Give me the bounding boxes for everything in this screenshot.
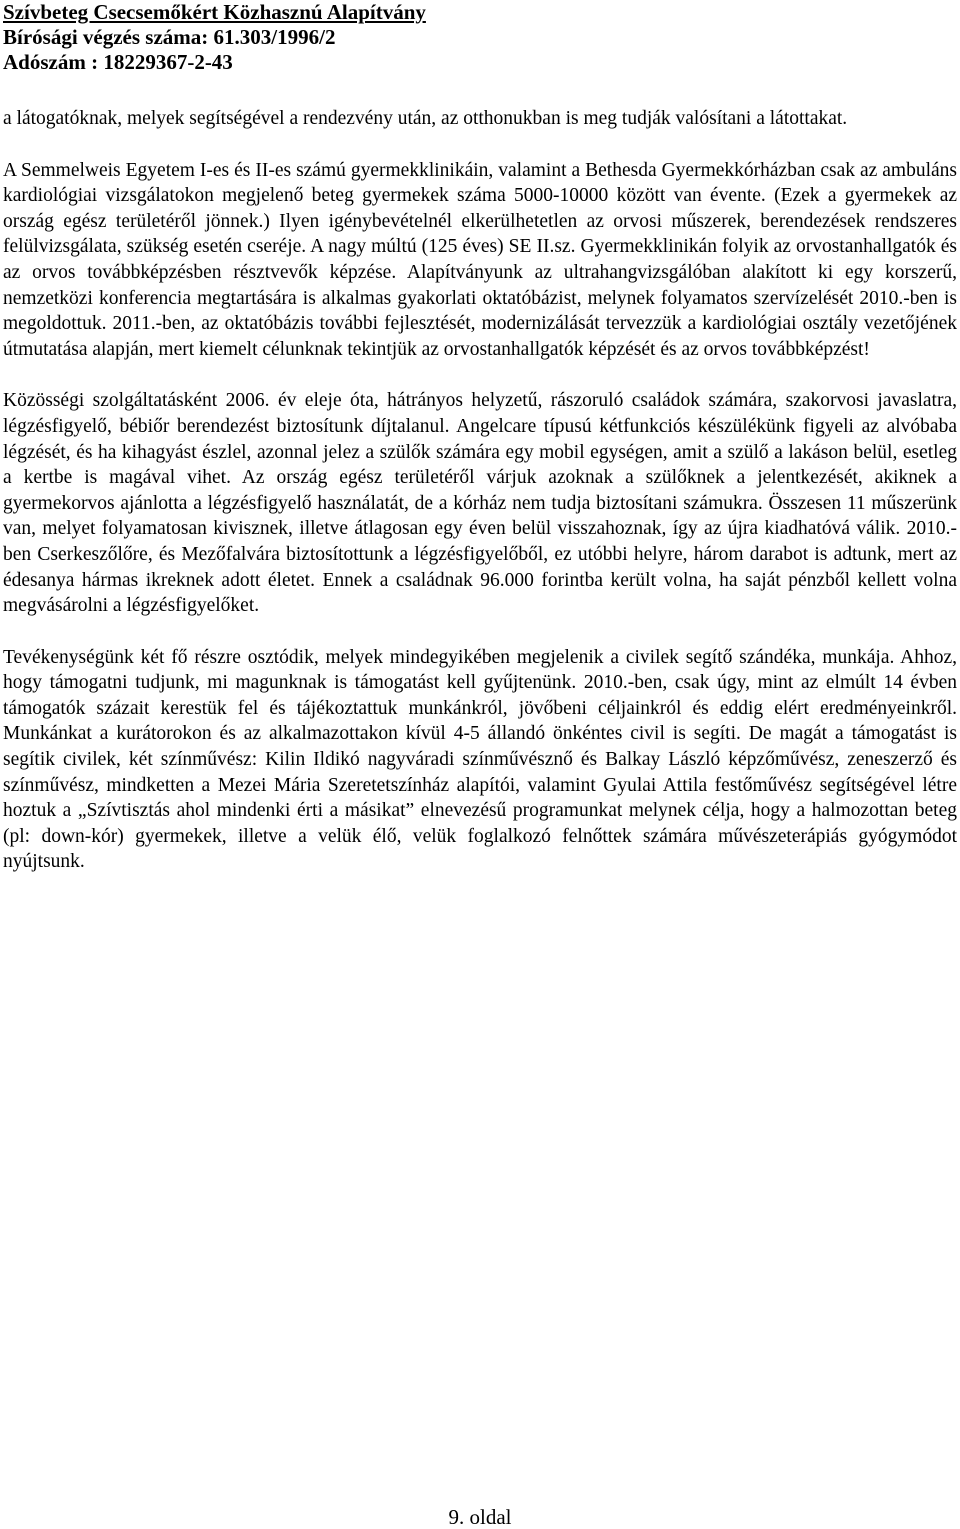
document-header <box>3 0 953 75</box>
paragraph-2: A Semmelweis Egyetem I-es és II-es számú gyermekklinikáin, valamint a Bethesda Gyermekkórházban csak az ambuláns kardiológiai vizsgálatokon megjelenő beteg gyermekek száma 5000-10000 között van évente. (Ezek a gyermekek az ország egész területéről jönnek.) Ilyen igénybevételnél elkerülhetetlen az orvosi műszerek, berendezések rendszeres felülvizsgálata, szükség esetén cseréje. A nagy múltú (125 éves) SE II.sz. Gyermekklinikán folyik az orvostanhallgatók és az orvos továbbképzésben résztvevők képzése. Alapítványunk az ultrahangvizsgálóban alakított ki egy korszerű, nemzetközi konferencia megtartására is alkalmas gyakorlati oktatóbázist, melynek folyamatos szervízelését 2010.-ben is megoldottuk. 2011.-ben, az oktatóbázis további fejlesztését, modernizálását tervezzük a kardiológiai osztály vezetőjének útmutatása alapján, mert kiemelt célunknak tekintjük az orvostanhallgatók képzését és az orvos továbbképzést! <box>3 159 957 360</box>
tax-number: Adószám : 18229367-2-43 <box>3 50 233 74</box>
court-order-number: Bírósági végzés száma: 61.303/1996/2 <box>3 25 336 49</box>
document-body <box>3 106 957 875</box>
paragraph-3: Közösségi szolgáltatásként 2006. év eleje óta, hátrányos helyzetű, rászoruló családok számára, szakorvosi javaslatra, légzésfigyelő, bébiőr berendezést biztosítunk díjtalanul. Angelcare típusú kétfunkciós készülékünk figyeli az alvóbaba légzését, és ha kihagyást észlel, azonnal jelez a szülők számára egy mobil egységen, amit a szülő a lakáson belül, esetleg a kertbe is magával vihet. Az ország egész területéről várjuk azoknak a szülőknek a jelentkezését, akiknek a gyermekorvos ajánlotta a légzésfigyelő használatát, de a kórház nem tudja biztosítani számukra. Összesen 11 műszerünk van, melyet folyamatosan kivisznek, illetve átlagosan egy éven belül visszahoznak, így az újra kiadhatóvá válik. 2010.-ben Cserkeszőlőre, és Mezőfalvára biztosítottunk a légzésfigyelőből, ez utóbbi helyre, három darabot is adtunk, mert az édesanya hármas ikreknek adott életet. Ennek a családnak 96.000 forintba került volna, ha saját pénzből kellett volna megvásárolni a légzésfigyelőket. <box>3 390 957 617</box>
organization-name: Szívbeteg Csecsemőkért Közhasznú Alapítvány <box>3 0 426 24</box>
paragraph-4: Tevékenységünk két fő részre osztódik, melyek mindegyikében megjelenik a civilek segítő szándéka, munkája. Ahhoz, hogy támogatni tudjunk, mi magunknak is támogatást kell gyűjtenünk. 2010.-ben, csak úgy, mint az elmúlt 14 évben támogatók százait kerestük fel és tájékoztattuk munkánkról, jövőbeni céljainkról és eddig elért eredményeinkről. Munkánkat a kurátorokon és az alkalmazottakon kívül 4-5 állandó önkéntes civil is segíti. De magát a támogatást is segítik civilek, két színművész: Kilin Ildikó nagyváradi színművésznő és Balkay László képzőművész, zeneszerző és színművész, mindketten a Mezei Mária Szeretetszínház alapítói, valamint Gyulai Attila festőművész segítségével létre hoztuk a „Szívtisztás ahol mindenki érti a másikat” elnevezésű programunkat melynek célja, hogy a halmozottan beteg (pl: down-kór) gyermekek, illetve a velük élő, velük foglalkozó felnőttek számára művészeterápiás gyógymódot nyújtsunk. <box>3 646 957 873</box>
page-number: 9. oldal <box>448 1505 512 1529</box>
paragraph-1: a látogatóknak, melyek segítségével a rendezvény után, az otthonukban is meg tudják valósítani a látottakat. <box>3 108 848 129</box>
